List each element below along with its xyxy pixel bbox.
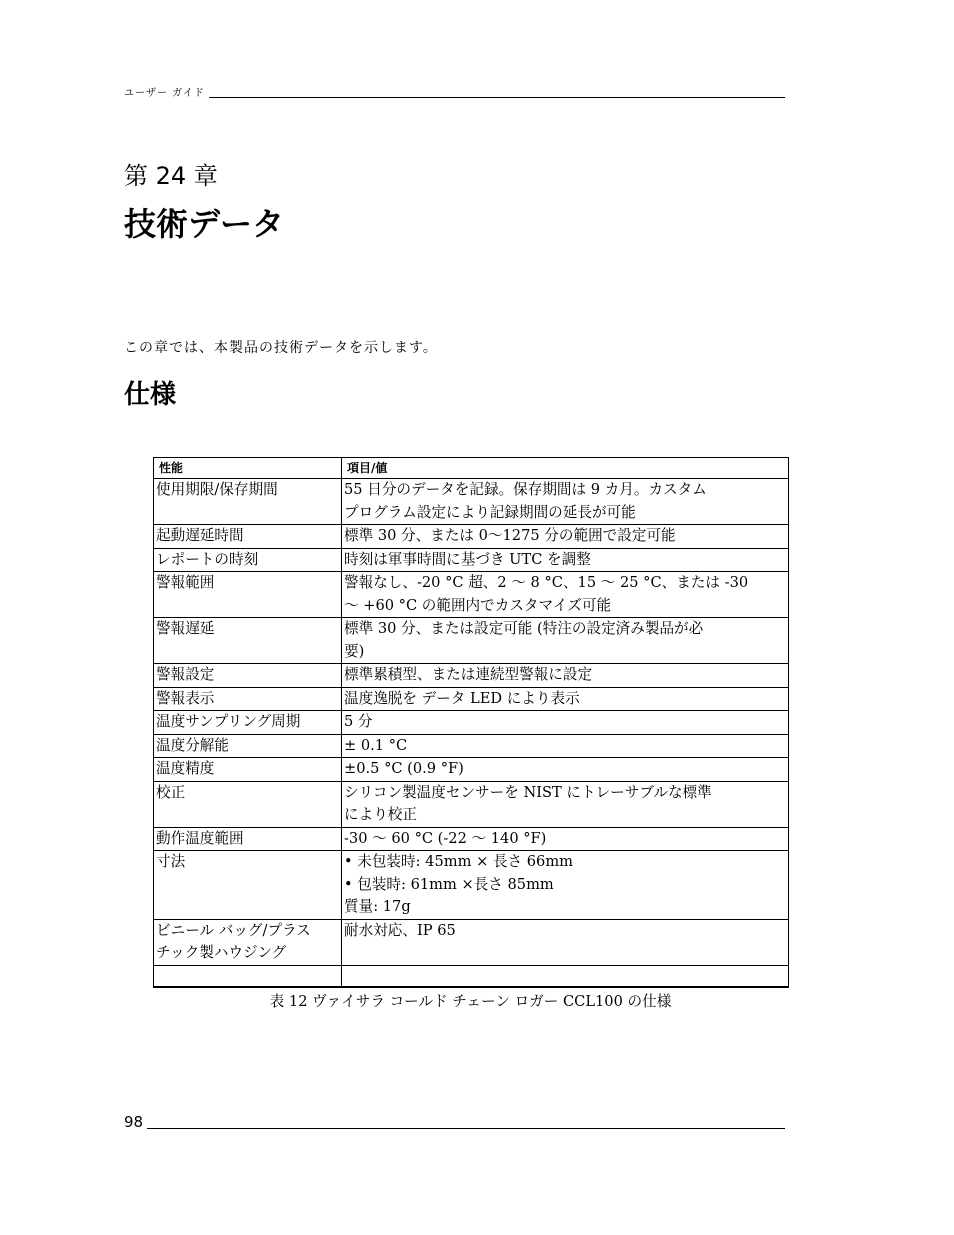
chapter-title: 技術データ bbox=[124, 205, 285, 243]
row-value-cell bbox=[342, 711, 789, 735]
value-text: 5 分 bbox=[344, 713, 373, 730]
value-text: -30 ～ 60 °C (-22 ～ 140 °F) bbox=[344, 829, 547, 847]
table-row bbox=[154, 781, 789, 827]
column-header-feature: 性能 bbox=[154, 458, 342, 479]
table-body bbox=[154, 479, 789, 987]
value-text: により校正 bbox=[344, 806, 417, 823]
feature-text: 警報遅延 bbox=[156, 620, 215, 637]
feature-text: 起動遅延時間 bbox=[156, 527, 244, 544]
table-row bbox=[154, 687, 789, 711]
section-title: 仕様 bbox=[124, 380, 177, 410]
feature-text: 温度サンプリング周期 bbox=[156, 713, 301, 730]
feature-text: レポートの時刻 bbox=[156, 550, 259, 568]
row-feature-cell bbox=[154, 827, 342, 851]
row-value-cell bbox=[342, 851, 789, 920]
intro-paragraph: この章では、本製品の技術データを示します。 bbox=[124, 340, 438, 356]
row-value-cell bbox=[342, 781, 789, 827]
running-header-title: ユーザー ガイド bbox=[124, 88, 205, 99]
row-feature-cell bbox=[154, 687, 342, 711]
value-text: 標準累積型、または連続型警報に設定 bbox=[344, 666, 593, 683]
row-feature-cell bbox=[154, 758, 342, 782]
value-text: 質量: 17g bbox=[344, 898, 411, 915]
value-text: ± 0.1 °C bbox=[344, 736, 408, 754]
empty-cell-value bbox=[342, 965, 789, 987]
running-footer bbox=[124, 1111, 785, 1131]
table-empty-row bbox=[154, 965, 789, 987]
row-value-cell bbox=[342, 525, 789, 549]
column-header-value: 項目/値 bbox=[342, 458, 789, 479]
footer-rule bbox=[147, 1128, 785, 1129]
feature-text: 動作温度範囲 bbox=[156, 829, 244, 847]
value-text: 要) bbox=[344, 642, 365, 660]
value-text: 55 日分のデータを記録。保存期間は 9 カ月。カスタム bbox=[344, 481, 707, 498]
row-value-cell bbox=[342, 618, 789, 664]
row-value-cell bbox=[342, 548, 789, 572]
feature-text: 警報表示 bbox=[156, 689, 215, 707]
table-caption: 表 12 ヴァイサラ コールド チェーン ロガー CCL100 の仕様 bbox=[269, 993, 672, 1010]
row-value-cell bbox=[342, 758, 789, 782]
value-text: プログラム設定により記録期間の延長が可能 bbox=[344, 503, 636, 521]
row-feature-cell bbox=[154, 851, 342, 920]
feature-text: 警報設定 bbox=[156, 666, 215, 683]
row-feature-cell bbox=[154, 919, 342, 965]
feature-text: 寸法 bbox=[156, 853, 186, 870]
feature-text: 警報範囲 bbox=[156, 574, 215, 591]
empty-cell-feature bbox=[154, 965, 342, 987]
table-row bbox=[154, 618, 789, 664]
value-text: ±0.5 °C (0.9 °F) bbox=[344, 760, 464, 777]
value-text: 標準 30 分、または 0〜1275 分の範囲で設定可能 bbox=[344, 527, 676, 544]
row-value-cell bbox=[342, 827, 789, 851]
table-row bbox=[154, 572, 789, 618]
running-header bbox=[124, 84, 785, 100]
value-text: 温度逸脱を データ LED により表示 bbox=[344, 689, 580, 707]
row-feature-cell bbox=[154, 711, 342, 735]
row-value-cell bbox=[342, 734, 789, 758]
table-row bbox=[154, 827, 789, 851]
chapter-label: 第 24 章 bbox=[124, 162, 218, 190]
table-header-row bbox=[154, 458, 789, 479]
table-row bbox=[154, 851, 789, 920]
table-row bbox=[154, 758, 789, 782]
row-feature-cell bbox=[154, 618, 342, 664]
table-row bbox=[154, 664, 789, 688]
value-text: 時刻は軍事時間に基づき UTC を調整 bbox=[344, 550, 591, 568]
value-text: • 包装時: 61mm ×長さ 85mm bbox=[344, 875, 554, 893]
row-feature-cell bbox=[154, 734, 342, 758]
spec-table bbox=[153, 457, 789, 988]
table-row bbox=[154, 734, 789, 758]
row-feature-cell bbox=[154, 664, 342, 688]
value-text: 耐水対応、IP 65 bbox=[344, 921, 456, 939]
feature-text: ビニール バッグ/プラス bbox=[156, 921, 311, 939]
value-text: ～ +60 °C の範囲内でカスタマイズ可能 bbox=[344, 596, 612, 614]
page-number: 98 bbox=[124, 1113, 144, 1131]
value-text: シリコン製温度センサーを NIST にトレーサブルな標準 bbox=[344, 783, 712, 801]
feature-text: 使用期限/保存期間 bbox=[156, 481, 278, 498]
row-feature-cell bbox=[154, 525, 342, 549]
row-feature-cell bbox=[154, 781, 342, 827]
feature-text: チック製ハウジング bbox=[156, 944, 287, 961]
table-row bbox=[154, 479, 789, 525]
value-text: 標準 30 分、または設定可能 (特注の設定済み製品が必 bbox=[344, 620, 704, 637]
row-value-cell bbox=[342, 919, 789, 965]
table-row bbox=[154, 525, 789, 549]
feature-text: 校正 bbox=[156, 783, 186, 801]
row-value-cell bbox=[342, 664, 789, 688]
row-feature-cell bbox=[154, 572, 342, 618]
row-feature-cell bbox=[154, 548, 342, 572]
row-value-cell bbox=[342, 572, 789, 618]
table-row bbox=[154, 919, 789, 965]
header-rule bbox=[209, 97, 785, 98]
feature-text: 温度精度 bbox=[156, 760, 215, 777]
table-row bbox=[154, 711, 789, 735]
row-feature-cell bbox=[154, 479, 342, 525]
table-row bbox=[154, 548, 789, 572]
row-value-cell bbox=[342, 479, 789, 525]
row-value-cell bbox=[342, 687, 789, 711]
value-text: 警報なし、-20 °C 超、2 ～ 8 °C、15 ～ 25 °C、または -30 bbox=[344, 574, 749, 591]
feature-text: 温度分解能 bbox=[156, 736, 229, 754]
value-text: • 未包装時: 45mm × 長さ 66mm bbox=[344, 853, 574, 870]
